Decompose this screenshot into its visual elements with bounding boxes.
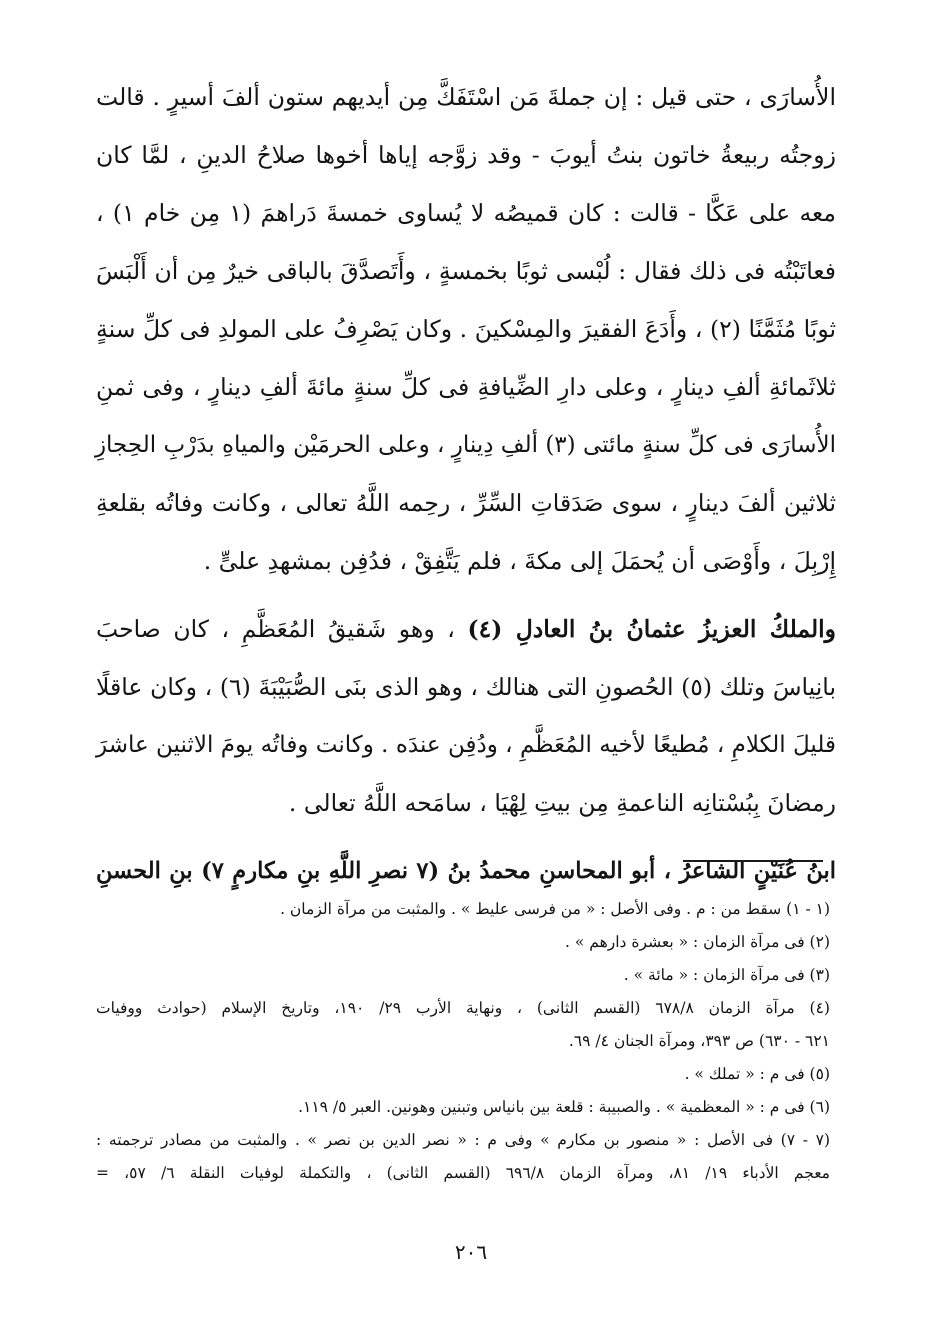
text-line: معه على عَكَّا - قالت : كان قميصُه لا يُساوى خمسةَ دَراهمَ (١ مِن خام ١) ،: [96, 199, 836, 227]
text-line: رمضانَ بِبُسْتانِه الناعمةِ مِن بيتِ لِهْيَا ، سامَحه اللَّهُ تعالى .: [288, 789, 836, 817]
text-line: ثلاثين ألفَ دينارٍ ، سوى صَدَقاتِ السِّرِّ ، رحِمه اللَّهُ تعالى ، وكانت وفاتُه بقلعةِ: [96, 489, 836, 517]
footnote: (٦) فى م : « المعظمية » . والصبيبة : قلعة بين بانياس وتبنين وهونين. العبر ٥/ ١١٩.: [298, 1098, 830, 1116]
entry-first-line: [96, 600, 836, 658]
text-line: ثلاثَمائةِ ألفِ دينارٍ ، وعلى دارِ الضِّيافةِ فى كلِّ سنةٍ مائةَ ألفِ دينارٍ ، وفى ثمنِ: [96, 373, 836, 401]
footnote: (١ - ١) سقط من : م . وفى الأصل : « من فرسى عليط » . والمثبت من مرآة الزمان .: [280, 900, 830, 918]
text-line: إِرْبِلَ ، وأَوْصَى أن يُحمَلَ إلى مكةَ ، فلم يَتَّفِقْ ، فدُفِن بمشهدِ علىٍّ .: [203, 547, 836, 575]
footnote: (٣) فى مرآة الزمان : « مائة » .: [623, 966, 830, 984]
text-line: الأُسارَى ، حتى قيل : إن جملةَ مَن اسْتَفَكَّ مِن أيديهم ستون ألفَ أسيرٍ . قالت: [96, 83, 836, 111]
footnote: (٧ - ٧) فى الأصل : « منصور بن مكارم » وفى م : « نصر الدين بن نصر » . والمثبت من مصادر ترجمته :: [96, 1131, 831, 1149]
footnotes: [96, 893, 830, 1190]
footnote-continuation: معجم الأدباء ١٩/ ٨١، ومرآة الزمان ٦٩٦/٨ (القسم الثانى) ، والتكملة لوفيات النقلة ٦/ ٥٧، =: [96, 1164, 830, 1182]
footnote: (٢) فى مرآة الزمان : « بعشرة دارهم » .: [565, 933, 830, 951]
entry-heading: والملكُ العزيزُ عثمانُ بنُ العادلِ (٤): [467, 615, 836, 643]
text-line: قليلَ الكلامِ ، مُطيعًا لأخيه المُعَظَّمِ ، ودُفِن عندَه . وكانت وفاتُه يومَ الاثنين عاشرَ: [96, 732, 836, 758]
text-line: بانِياسَ وتلك (٥) الحُصونِ التى هنالك ، وهو الذى بنَى الصُّبَيْبَةَ (٦) ، وكان عاقلًا: [96, 673, 836, 701]
footnote-separator: [683, 860, 823, 862]
footnote-continuation: ٦٢١ - ٦٣٠) ص ٣٩٣، ومرآة الجنان ٤/ ٦٩.: [568, 1032, 830, 1050]
text-line: زوجتُه ربيعةُ خاتون بنتُ أيوبَ - وقد زوَّجه إياها أخوها صلاحُ الدينِ ، لمَّا كان: [96, 141, 836, 169]
text-line: الأُسارَى فى كلِّ سنةٍ مائتى (٣) ألفِ دِينارٍ ، وعلى الحرمَيْن والمياهِ بدَرْبِ الحِجازِ: [94, 432, 836, 458]
text-line: فعاتَبْتُه فى ذلك فقال : لُبْسى ثوبًا بخمسةٍ ، وأَتَصدَّقَ بالباقى خيرٌ مِن أن أَلْبَسَ: [96, 257, 836, 285]
entry-heading-tail: ، وهو شَقيقُ المُعَظَّمِ ، كان صاحبَ: [96, 615, 455, 643]
entry-heading: ابنُ عُنَيْنٍ الشاعرُ ، أبو المحاسنِ محمدُ بنُ (٧ نصرِ اللَّهِ بنِ مكارمٍ ٧) بنِ الحسنِ: [96, 858, 836, 884]
text-line: ثوبًا مُثَمَّنًا (٢) ، وأَدَعَ الفقيرَ والمِسْكينَ . وكان يَصْرِفُ على المولدِ فى كلِّ سنةٍ: [96, 315, 836, 343]
main-text: [96, 68, 836, 900]
page-number: ٢٠٦: [454, 1240, 488, 1264]
footnote: (٤) مرآة الزمان ٦٧٨/٨ (القسم الثانى) ، ونهاية الأرب ٢٩/ ١٩٠، وتاريخ الإسلام (حوادث ووفيات: [96, 999, 830, 1017]
footnote: (٥) فى م : « تملك » .: [684, 1065, 830, 1083]
